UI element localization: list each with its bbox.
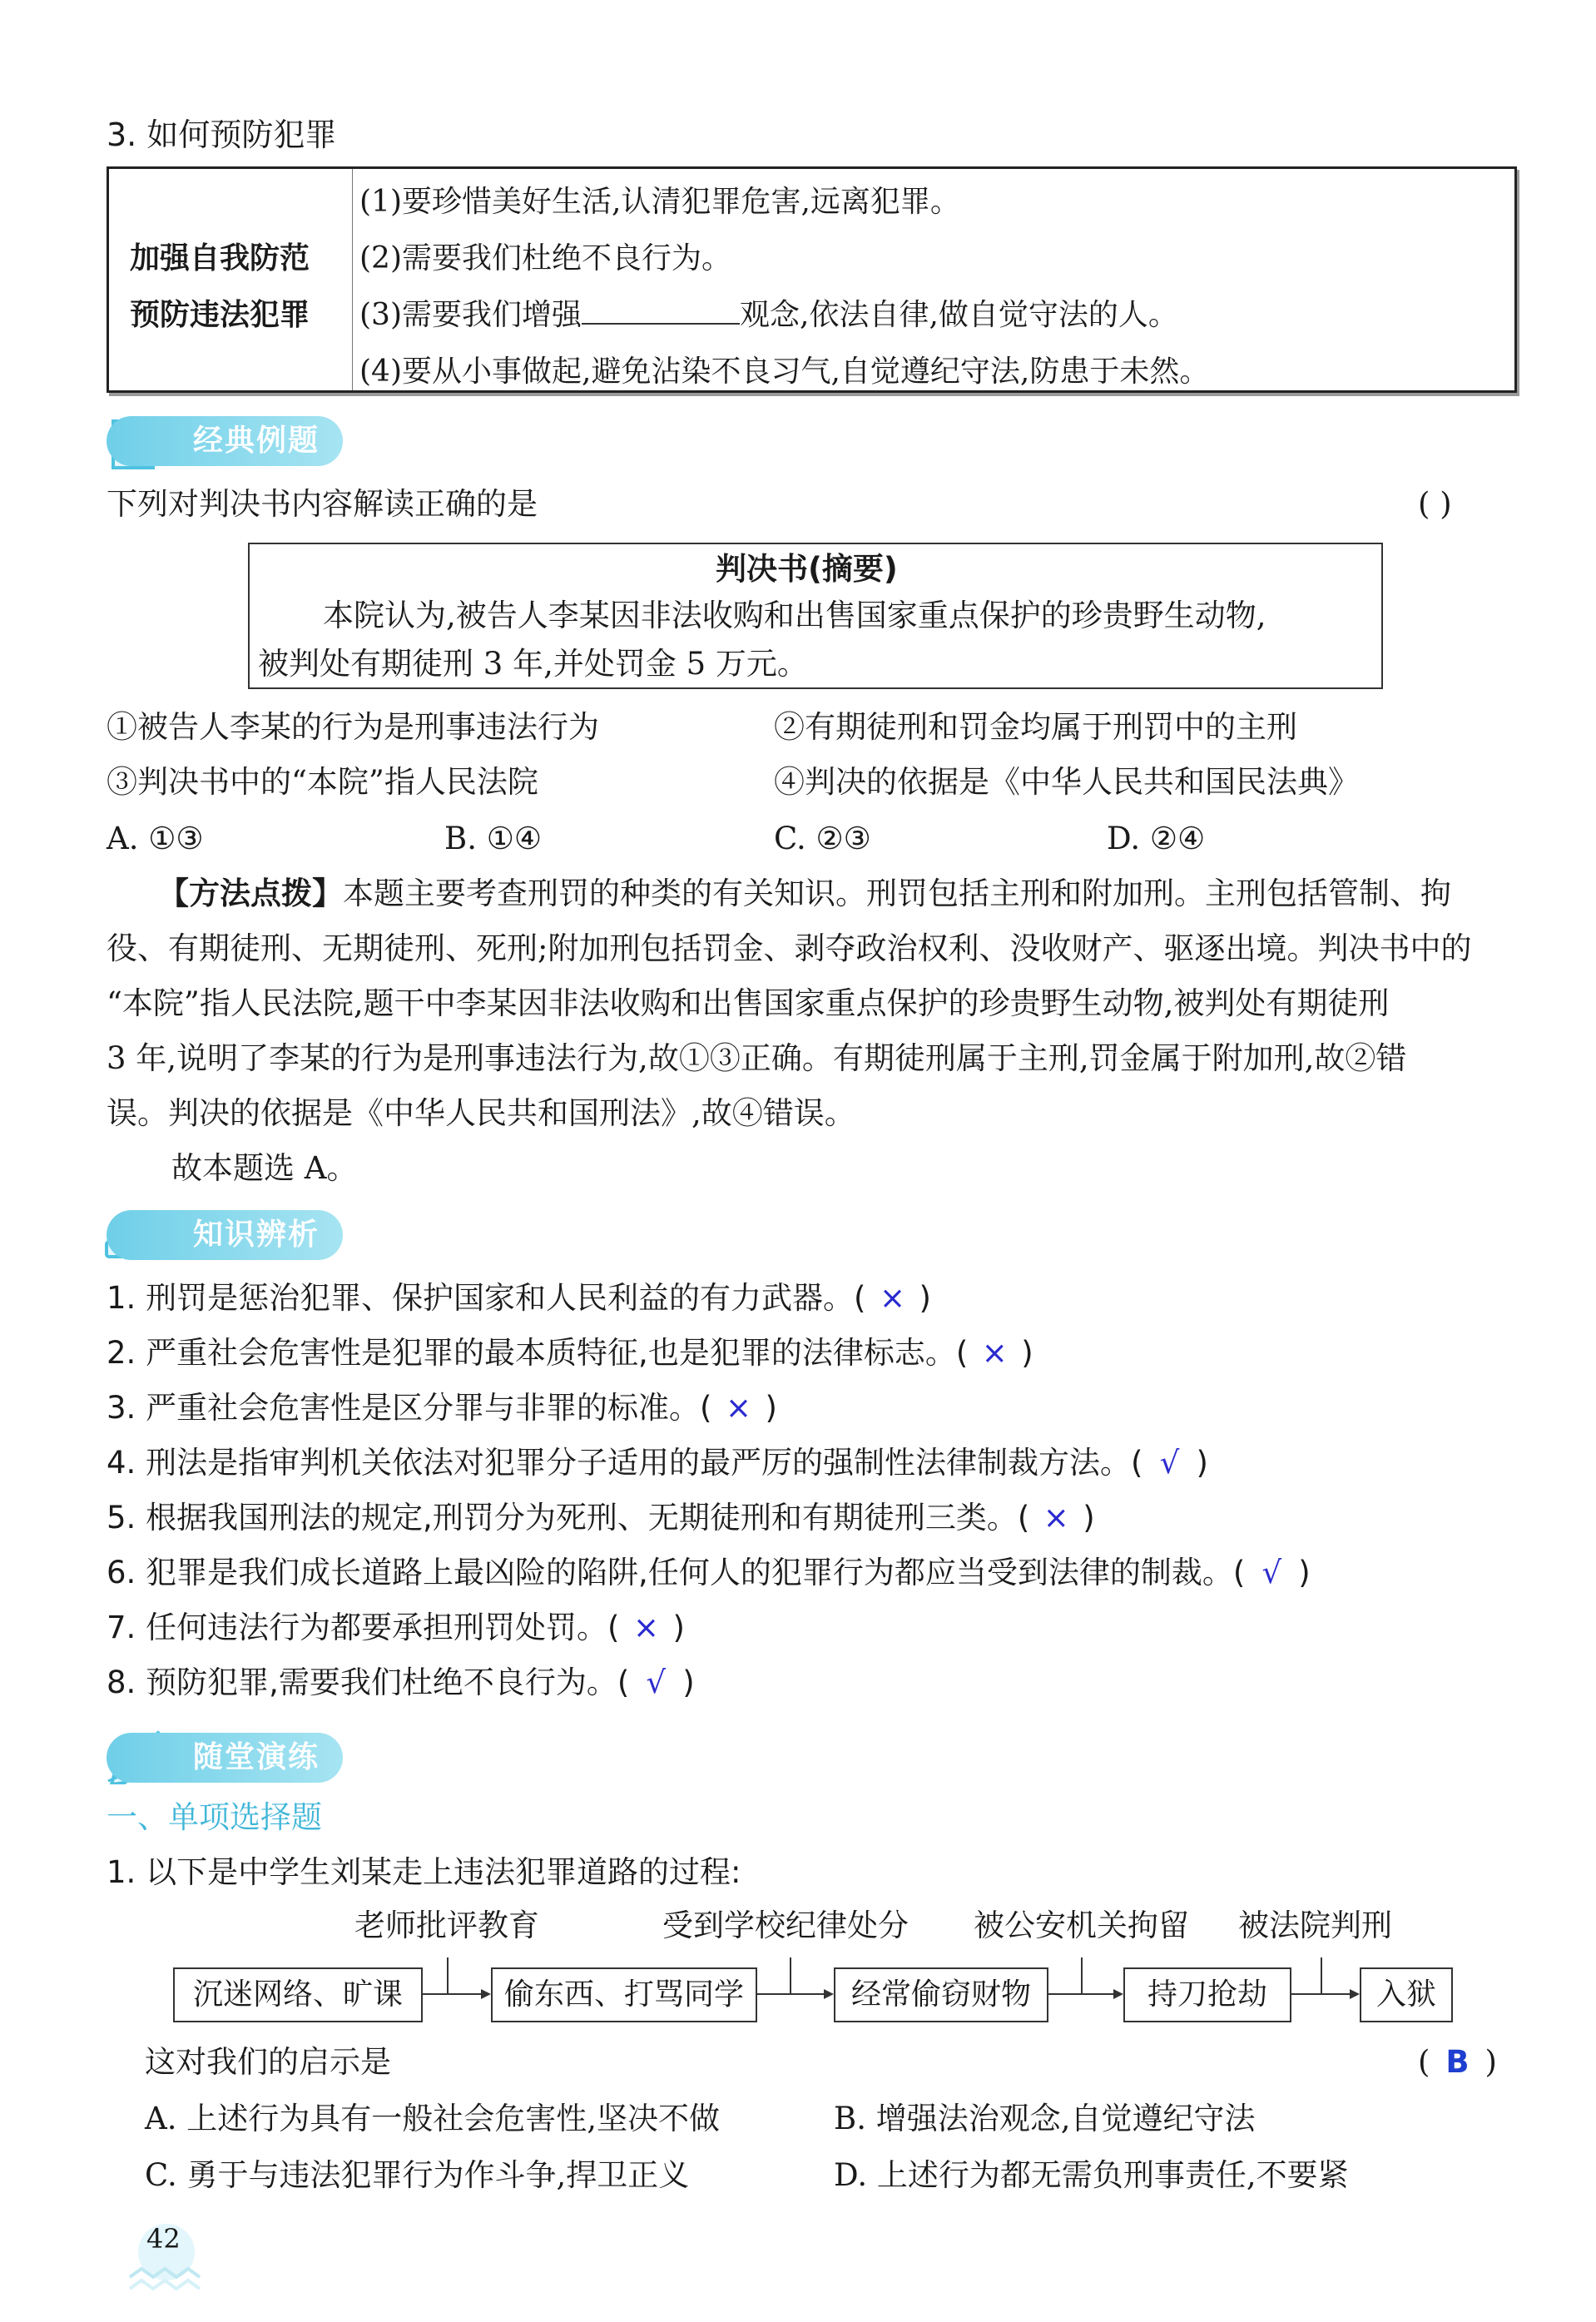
option: C. ②③ bbox=[774, 821, 871, 856]
badge-label: 知识辨析 bbox=[193, 1218, 320, 1252]
knowledge-item bbox=[107, 1278, 931, 1318]
subheading: 一、单项选择题 bbox=[107, 1799, 322, 1835]
fill-blank bbox=[582, 298, 740, 325]
question-stem: 1. 以下是中学生刘某走上违法犯罪道路的过程: bbox=[107, 1854, 741, 1890]
method-line: 3 年,说明了李某的行为是刑事违法行为,故①③正确。有期徒刑属于主刑,罚金属于附加刑,故②错 bbox=[107, 1040, 1407, 1076]
badge-knowledge bbox=[107, 1210, 343, 1260]
flow-box: 经常偷窃财物 bbox=[834, 1967, 1048, 2022]
badge-example bbox=[107, 416, 343, 466]
statement: ②有期徒刑和罚金均属于刑罚中的主刑 bbox=[774, 709, 1297, 745]
table-left-label: 加强自我防范 bbox=[130, 241, 310, 275]
method-line: “本院”指人民法院,题干中李某因非法收购和出售国家重点保护的珍贵野生动物,被判处有期徒刑 bbox=[107, 985, 1390, 1021]
knowledge-item-text: 3. 严重社会危害性是区分罪与非罪的标准。( bbox=[107, 1390, 712, 1426]
knowledge-item-close: ) bbox=[765, 1390, 777, 1426]
table-row bbox=[359, 291, 1178, 334]
page-number: 42 bbox=[146, 2223, 181, 2255]
badge-label: 经典例题 bbox=[193, 424, 320, 458]
conclusion: 故本题选 A。 bbox=[171, 1150, 358, 1186]
knowledge-item-text: 1. 刑罚是惩治犯罪、保护国家和人民利益的有力武器。( bbox=[107, 1280, 866, 1316]
knowledge-item-text: 6. 犯罪是我们成长道路上最凶险的陷阱,任何人的犯罪行为都应当受到法律的制裁。( bbox=[107, 1555, 1246, 1590]
judgement-mark: × bbox=[725, 1390, 751, 1426]
method-text: 本题主要考查刑罚的种类的有关知识。刑罚包括主刑和附加刑。主刑包括管制、拘 bbox=[343, 876, 1451, 911]
knowledge-item bbox=[107, 1498, 1095, 1538]
option: D. 上述行为都无需负刑事责任,不要紧 bbox=[834, 2157, 1349, 2193]
answer-bracket bbox=[1418, 2042, 1497, 2082]
knowledge-item-text: 8. 预防犯罪,需要我们杜绝不良行为。( bbox=[107, 1665, 630, 1700]
judgement-mark: × bbox=[632, 1610, 659, 1645]
method-line: 役、有期徒刑、无期徒刑、死刑;附加刑包括罚金、剥夺政治权利、没收财产、驱逐出境。判决书中的 bbox=[107, 930, 1472, 966]
section-heading: 3. 如何预防犯罪 bbox=[107, 117, 337, 153]
flow-label: 被公安机关拘留 bbox=[974, 1908, 1189, 1943]
flow-box: 沉迷网络、旷课 bbox=[173, 1967, 423, 2022]
option: B. ①④ bbox=[444, 821, 543, 856]
knowledge-item-text: 2. 严重社会危害性是犯罪的最本质特征,也是犯罪的法律标志。( bbox=[107, 1335, 969, 1371]
knowledge-item-text: 4. 刑法是指审判机关依法对犯罪分子适用的最严厉的强制性法律制裁方法。( bbox=[107, 1445, 1143, 1481]
option: A. 上述行为具有一般社会危害性,坚决不做 bbox=[145, 2101, 721, 2136]
bracket-open: ( bbox=[1418, 2044, 1430, 2080]
method-line bbox=[158, 874, 1451, 914]
knowledge-item bbox=[107, 1333, 1033, 1373]
table-left-label: 预防违法犯罪 bbox=[130, 298, 310, 332]
verdict-line: 被判处有期徒刑 3 年,并处罚金 5 万元。 bbox=[258, 646, 808, 682]
statement: ④判决的依据是《中华人民共和国民法典》 bbox=[774, 764, 1359, 800]
verdict-title: 判决书(摘要) bbox=[716, 551, 898, 587]
flow-label: 老师批评教育 bbox=[354, 1908, 539, 1943]
bracket-close: ) bbox=[1484, 2044, 1497, 2080]
knowledge-item bbox=[107, 1608, 685, 1648]
option: B. 增强法治观念,自觉遵纪守法 bbox=[834, 2101, 1256, 2136]
judgement-mark: × bbox=[981, 1335, 1008, 1371]
row-text-part: (3)需要我们增强 bbox=[359, 298, 582, 332]
answer-letter: B bbox=[1445, 2044, 1470, 2080]
row-text-part: 观念,依法自律,做自觉守法的人。 bbox=[740, 298, 1178, 332]
verdict-line: 本院认为,被告人李某因非法收购和出售国家重点保护的珍贵野生动物, bbox=[323, 598, 1266, 633]
table-row: (1)要珍惜美好生活,认清犯罪危害,远离犯罪。 bbox=[359, 185, 960, 219]
badge-label: 随堂演练 bbox=[193, 1740, 320, 1774]
knowledge-item bbox=[107, 1663, 695, 1703]
badge-practice bbox=[107, 1733, 343, 1783]
question-prompt: 这对我们的启示是 bbox=[145, 2044, 391, 2080]
knowledge-item-close: ) bbox=[682, 1665, 695, 1700]
knowledge-item-close: ) bbox=[672, 1610, 685, 1645]
table-left-cell bbox=[109, 169, 353, 390]
flow-box: 偷东西、打骂同学 bbox=[491, 1967, 757, 2022]
judgement-mark: √ bbox=[1261, 1555, 1282, 1590]
judgement-mark: × bbox=[1043, 1500, 1069, 1536]
knowledge-item-close: ) bbox=[1298, 1555, 1311, 1590]
knowledge-item-text: 5. 根据我国刑法的规定,刑罚分为死刑、无期徒刑和有期徒刑三类。( bbox=[107, 1500, 1030, 1536]
option: A. ①③ bbox=[107, 821, 204, 856]
method-line: 误。判决的依据是《中华人民共和国刑法》,故④错误。 bbox=[107, 1095, 855, 1131]
method-label: 【方法点拨】 bbox=[158, 876, 343, 911]
flow-box: 入狱 bbox=[1360, 1967, 1453, 2022]
table-row: (4)要从小事做起,避免沾染不良习气,自觉遵纪守法,防患于未然。 bbox=[359, 355, 1210, 389]
flow-label: 受到学校纪律处分 bbox=[662, 1908, 909, 1943]
knowledge-item bbox=[107, 1553, 1311, 1593]
knowledge-item-text: 7. 任何违法行为都要承担刑罚处罚。( bbox=[107, 1610, 620, 1645]
statement: ③判决书中的“本院”指人民法院 bbox=[107, 764, 538, 800]
knowledge-item-close: ) bbox=[1196, 1445, 1208, 1481]
option: D. ②④ bbox=[1107, 821, 1206, 856]
statement: ①被告人李某的行为是刑事违法行为 bbox=[107, 709, 599, 745]
knowledge-item bbox=[107, 1388, 777, 1428]
knowledge-item-close: ) bbox=[919, 1280, 931, 1316]
table-row: (2)需要我们杜绝不良行为。 bbox=[359, 241, 731, 275]
judgement-mark: × bbox=[879, 1280, 905, 1316]
option: C. 勇于与违法犯罪行为作斗争,捍卫正义 bbox=[145, 2157, 690, 2193]
flow-box: 持刀抢劫 bbox=[1123, 1967, 1291, 2022]
judgement-mark: √ bbox=[646, 1665, 667, 1700]
question-stem: 下列对判决书内容解读正确的是 bbox=[107, 486, 538, 522]
flow-label: 被法院判刑 bbox=[1238, 1908, 1392, 1943]
knowledge-item-close: ) bbox=[1083, 1500, 1095, 1536]
knowledge-item-close: ) bbox=[1021, 1335, 1033, 1371]
knowledge-item bbox=[107, 1443, 1208, 1483]
judgement-mark: √ bbox=[1159, 1445, 1180, 1481]
answer-bracket: ( ) bbox=[1418, 486, 1452, 522]
